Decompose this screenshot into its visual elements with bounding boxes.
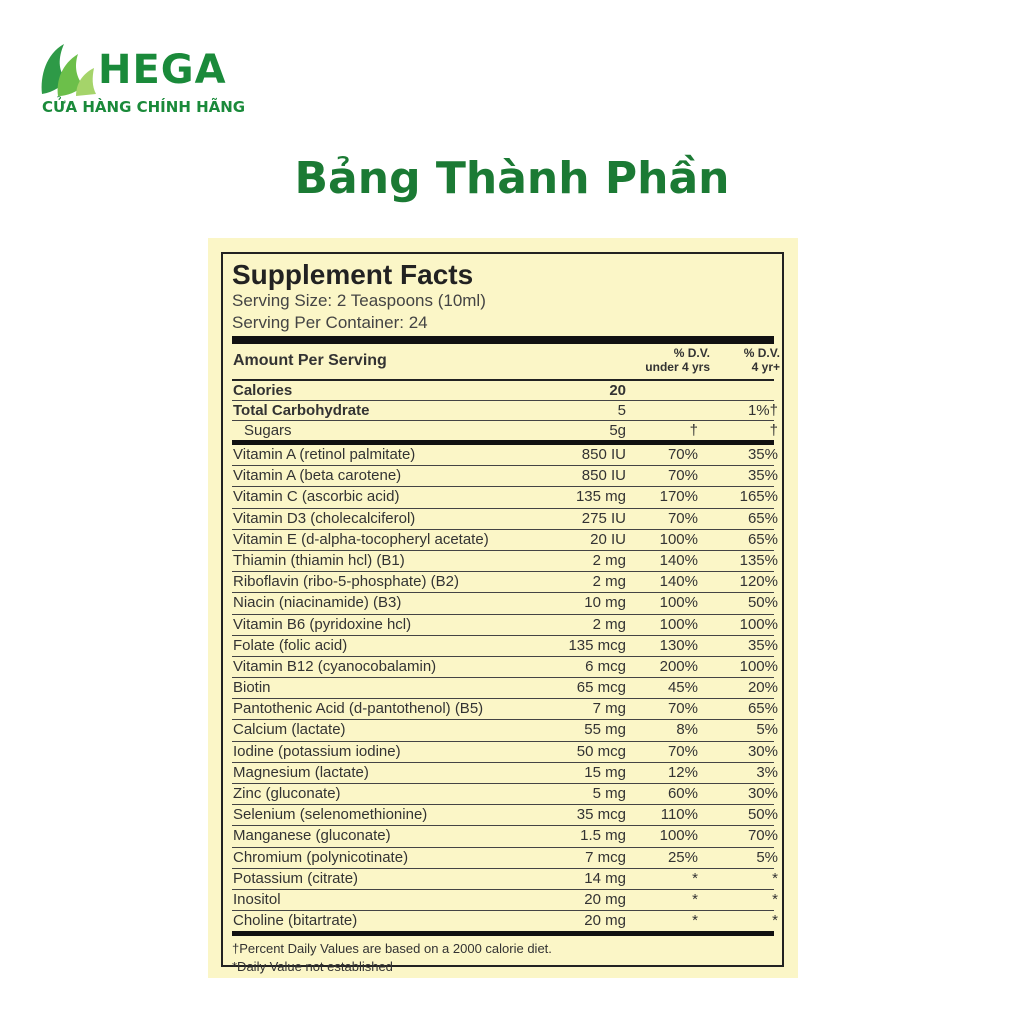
row-amount: 5g: [609, 422, 626, 439]
row-dv-4-plus: 20%: [747, 679, 778, 697]
row-name: Vitamin C (ascorbic acid): [233, 488, 400, 506]
row-name: Inositol: [233, 890, 281, 908]
row-dv-4-plus: †: [769, 422, 778, 439]
row-name: Calcium (lactate): [233, 721, 346, 739]
row-dv-4-plus: 165%: [739, 488, 778, 506]
row-name: Sugars: [244, 422, 292, 439]
row-dv-under-4: 100%: [659, 594, 698, 612]
nutrient-list: [232, 445, 778, 931]
row-dv-4-plus: 35%: [747, 636, 778, 654]
row-name: Potassium (citrate): [233, 869, 359, 887]
row-dv-4-plus: 3%: [756, 763, 778, 781]
header-dv-4-plus-line2: 4 yr+: [751, 360, 780, 374]
row-amount: 5 mg: [592, 785, 626, 802]
row-amount: 6 mcg: [585, 657, 626, 675]
page-title: Bảng Thành Phần: [294, 153, 730, 204]
top-rows: [232, 381, 778, 440]
servings-per-container: Serving Per Container: 24: [232, 313, 428, 332]
table-row: [232, 572, 778, 593]
row-amount: 850 IU: [581, 446, 626, 463]
serving-size: Serving Size: 2 Teaspoons (10ml): [232, 291, 486, 310]
divider-medium: [232, 931, 774, 936]
table-row: [232, 848, 778, 869]
row-name: Selenium (selenomethionine): [233, 806, 428, 824]
supplement-facts-label: [221, 252, 784, 975]
row-dv-4-plus: *: [772, 912, 778, 930]
table-row: [232, 381, 774, 401]
row-dv-4-plus: 120%: [739, 573, 778, 591]
header-dv-4-plus-line1: % D.V.: [743, 346, 780, 360]
table-header: [232, 344, 780, 381]
row-dv-4-plus: 50%: [747, 806, 778, 824]
row-dv-under-4: 100%: [659, 530, 698, 548]
row-name: Chromium (polynicotinate): [233, 848, 409, 866]
row-dv-under-4: 130%: [659, 636, 698, 654]
row-name: Riboflavin (ribo-5-phosphate) (B2): [233, 573, 459, 591]
table-row: [232, 890, 778, 911]
table-row: [232, 530, 778, 551]
row-dv-under-4: 140%: [659, 573, 698, 591]
row-dv-4-plus: 100%: [739, 657, 778, 675]
row-dv-4-plus: 50%: [747, 594, 778, 612]
row-amount: 1.5 mg: [580, 827, 626, 845]
table-row: [232, 466, 778, 487]
header-dv-4-plus: [710, 346, 780, 374]
row-amount: 2 mg: [592, 551, 626, 569]
row-amount: 20 mg: [584, 890, 626, 908]
row-dv-4-plus: 65%: [747, 509, 778, 527]
row-amount: 20: [609, 382, 626, 399]
table-row: [232, 826, 778, 847]
row-dv-under-4: 70%: [667, 446, 698, 463]
row-dv-under-4: 110%: [660, 806, 698, 824]
row-dv-under-4: 100%: [659, 827, 698, 845]
brand-name: HEGA: [98, 47, 227, 93]
table-row: [232, 487, 778, 508]
row-dv-4-plus: 135%: [739, 551, 778, 569]
row-dv-under-4: *: [692, 912, 698, 930]
row-name: Zinc (gluconate): [233, 785, 341, 802]
row-dv-under-4: 140%: [659, 551, 698, 569]
row-dv-4-plus: 35%: [747, 446, 778, 463]
row-name: Biotin: [233, 679, 271, 697]
row-dv-4-plus: 1%†: [747, 402, 778, 419]
row-amount: 20 mg: [584, 912, 626, 930]
table-row: [232, 421, 778, 440]
row-name: Vitamin A (retinol palmitate): [233, 446, 416, 463]
row-name: Vitamin B6 (pyridoxine hcl): [233, 615, 412, 633]
row-dv-4-plus: 100%: [739, 615, 778, 633]
table-row: [232, 869, 778, 890]
row-amount: 55 mg: [584, 721, 626, 739]
header-amount-per-serving: Amount Per Serving: [233, 352, 387, 369]
row-amount: 135 mg: [575, 488, 626, 506]
table-row: [232, 636, 778, 657]
row-name: Total Carbohydrate: [233, 402, 370, 419]
row-dv-under-4: 25%: [667, 848, 698, 866]
table-row: [232, 615, 778, 636]
row-name: Vitamin B12 (cyanocobalamin): [233, 657, 437, 675]
table-row: [232, 805, 778, 826]
table-row: [232, 657, 778, 678]
footnote-star: *Daily Value not established: [232, 959, 393, 975]
row-amount: 2 mg: [592, 615, 626, 633]
table-row: [232, 720, 778, 741]
table-row: [232, 509, 778, 530]
header-dv-under-4-line1: % D.V.: [673, 346, 710, 360]
row-name: Vitamin E (d-alpha-tocopheryl acetate): [233, 530, 489, 548]
row-dv-under-4: 8%: [676, 721, 698, 739]
divider-thick: [232, 336, 774, 344]
table-row: [232, 911, 778, 931]
row-name: Vitamin A (beta carotene): [233, 467, 402, 485]
row-amount: 7 mcg: [585, 848, 626, 866]
table-row: [232, 551, 778, 572]
row-dv-under-4: *: [692, 869, 698, 887]
row-dv-under-4: 60%: [667, 785, 698, 802]
table-row: [232, 445, 778, 466]
row-dv-under-4: 170%: [659, 488, 698, 506]
row-name: Magnesium (lactate): [233, 763, 369, 781]
row-dv-4-plus: 65%: [747, 700, 778, 718]
row-amount: 850 IU: [581, 467, 626, 485]
footnote-dagger: †Percent Daily Values are based on a 2000 calorie diet.: [232, 941, 552, 957]
facts-title: Supplement Facts: [232, 259, 474, 290]
row-dv-under-4: 70%: [667, 467, 698, 485]
row-amount: 35 mcg: [576, 806, 626, 824]
row-dv-under-4: 45%: [667, 679, 698, 697]
row-amount: 2 mg: [592, 573, 626, 591]
header-dv-under-4: [620, 346, 710, 374]
footnotes: [232, 940, 774, 976]
row-dv-4-plus: 65%: [747, 530, 778, 548]
row-amount: 275 IU: [581, 509, 626, 527]
row-amount: 20 IU: [590, 530, 626, 548]
row-name: Niacin (niacinamide) (B3): [233, 594, 402, 612]
row-amount: 14 mg: [584, 869, 626, 887]
row-dv-4-plus: 5%: [756, 721, 778, 739]
row-dv-4-plus: 30%: [747, 742, 778, 760]
row-amount: 50 mcg: [576, 742, 626, 760]
row-dv-4-plus: 30%: [747, 785, 778, 802]
row-name: Choline (bitartrate): [233, 912, 358, 930]
row-dv-under-4: 12%: [667, 763, 698, 781]
row-dv-under-4: 70%: [667, 742, 698, 760]
row-amount: 10 mg: [584, 594, 626, 612]
table-row: [232, 742, 778, 763]
brand-logo[interactable]: [36, 40, 276, 120]
table-row: [232, 401, 778, 421]
leaf-face-icon: [36, 40, 96, 100]
row-name: Folate (folic acid): [233, 636, 348, 654]
row-dv-4-plus: 70%: [747, 827, 778, 845]
row-dv-4-plus: *: [772, 869, 778, 887]
row-amount: 15 mg: [584, 763, 626, 781]
brand-tagline: CỬA HÀNG CHÍNH HÃNG: [42, 98, 246, 116]
table-row: [232, 784, 778, 805]
row-name: Thiamin (thiamin hcl) (B1): [233, 551, 405, 569]
row-dv-under-4: 70%: [667, 700, 698, 718]
table-row: [232, 763, 778, 784]
table-row: [232, 678, 778, 699]
row-dv-under-4: *: [692, 890, 698, 908]
row-dv-under-4: †: [689, 422, 698, 439]
row-dv-4-plus: 5%: [756, 848, 778, 866]
row-amount: 7 mg: [592, 700, 626, 718]
row-amount: 135 mcg: [568, 636, 626, 654]
row-name: Manganese (gluconate): [233, 827, 391, 845]
row-name: Iodine (potassium iodine): [233, 742, 401, 760]
row-dv-under-4: 100%: [659, 615, 698, 633]
row-name: Pantothenic Acid (d-pantothenol) (B5): [233, 700, 484, 718]
header-dv-under-4-line2: under 4 yrs: [645, 360, 710, 374]
table-row: [232, 593, 778, 614]
row-name: Vitamin D3 (cholecalciferol): [233, 509, 416, 527]
row-dv-4-plus: 35%: [747, 467, 778, 485]
row-amount: 5: [617, 402, 626, 419]
row-dv-under-4: 200%: [659, 657, 698, 675]
row-name: Calories: [233, 382, 293, 399]
row-amount: 65 mcg: [576, 679, 626, 697]
table-row: [232, 699, 778, 720]
row-dv-under-4: 70%: [667, 509, 698, 527]
row-dv-4-plus: *: [772, 890, 778, 908]
